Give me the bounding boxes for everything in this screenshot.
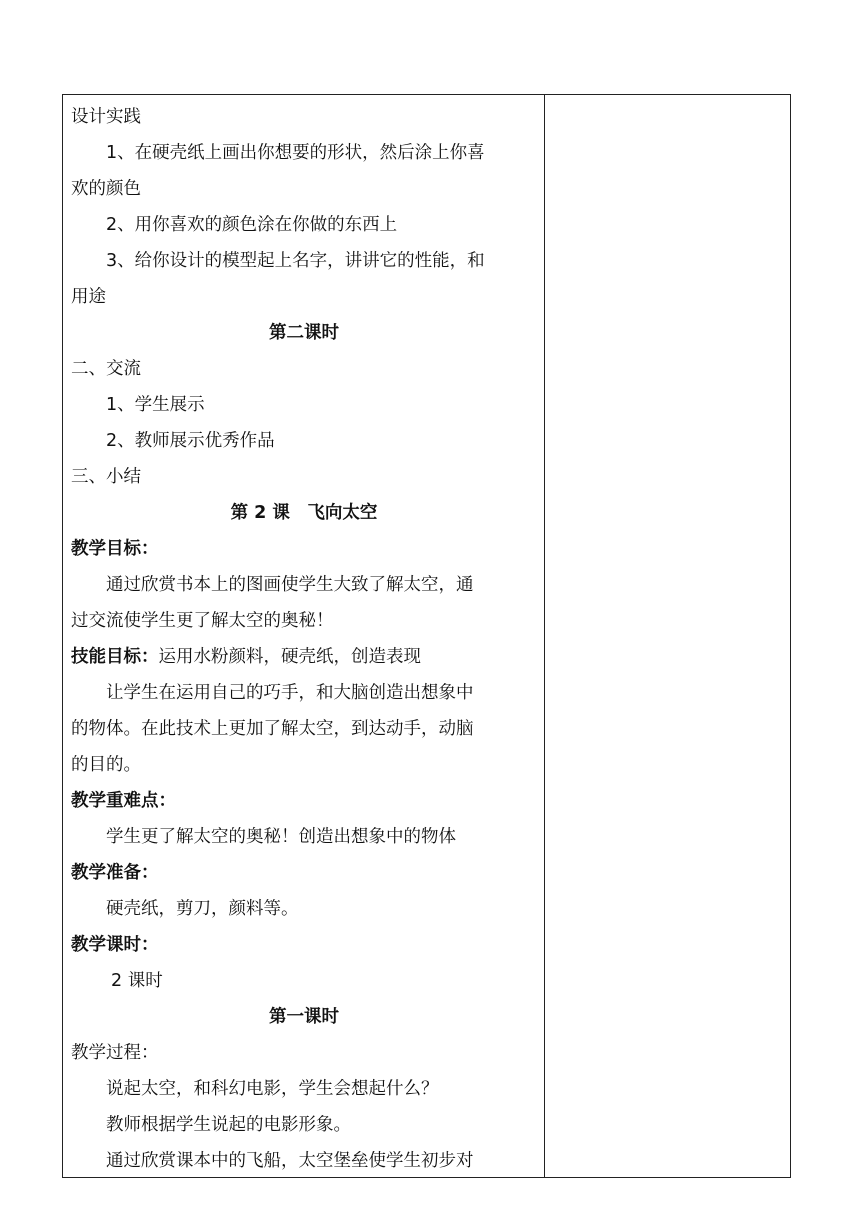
skill-desc-line-2: 的物体。在此技术上更加了解太空，到达动手，动脑 [71, 719, 474, 739]
label-preparation: 教学准备： [71, 863, 159, 883]
lesson-title: 第 2 课 飞向太空 [230, 503, 378, 523]
heading-first-period: 第一课时 [269, 1007, 339, 1027]
notes-column [546, 95, 790, 1177]
process-line-2: 教师根据学生说起的电影形象。 [106, 1115, 351, 1135]
label-skill-goals: 技能目标： [71, 647, 159, 667]
section-heading-design-practice: 设计实践 [71, 107, 141, 127]
teaching-goals-line-1: 通过欣赏书本上的图画使学生大致了解太空，通 [106, 575, 474, 595]
step-3-line-1: 3、给你设计的模型起上名字，讲讲它的性能，和 [106, 251, 485, 271]
step-3-line-2: 用途 [71, 287, 106, 307]
lesson-table [62, 94, 791, 1178]
heading-second-period: 第二课时 [269, 323, 339, 343]
label-teaching-goals: 教学目标： [71, 539, 159, 559]
exchange-item-2: 2、教师展示优秀作品 [106, 431, 275, 451]
skill-goals-line [71, 639, 537, 675]
label-key-difficulties: 教学重难点： [71, 791, 176, 811]
process-line-3: 通过欣赏课本中的飞船，太空堡垒使学生初步对 [106, 1151, 474, 1171]
section-exchange: 二、交流 [71, 359, 141, 379]
label-class-hours: 教学课时： [71, 935, 159, 955]
section-summary: 三、小结 [71, 467, 141, 487]
label-teaching-process: 教学过程： [71, 1043, 159, 1063]
skill-goals-text: 运用水粉颜料，硬壳纸，创造表现 [158, 647, 421, 667]
exchange-item-1: 1、学生展示 [106, 395, 205, 415]
skill-desc-line-1: 让学生在运用自己的巧手，和大脑创造出想象中 [106, 683, 474, 703]
step-1-line-2: 欢的颜色 [71, 179, 141, 199]
skill-desc-line-3: 的目的。 [71, 755, 141, 775]
process-line-1: 说起太空，和科幻电影，学生会想起什么？ [106, 1079, 439, 1099]
class-hours-text: 2 课时 [111, 971, 163, 991]
key-difficulties-text: 学生更了解太空的奥秘！创造出想象中的物体 [106, 827, 456, 847]
step-1-line-1: 1、在硬壳纸上画出你想要的形状，然后涂上你喜 [106, 143, 485, 163]
teaching-goals-line-2: 过交流使学生更了解太空的奥秘！ [71, 611, 334, 631]
preparation-text: 硬壳纸，剪刀，颜料等。 [106, 899, 299, 919]
column-divider [544, 95, 545, 1177]
lesson-content-column [71, 99, 537, 1179]
step-2: 2、用你喜欢的颜色涂在你做的东西上 [106, 215, 398, 235]
